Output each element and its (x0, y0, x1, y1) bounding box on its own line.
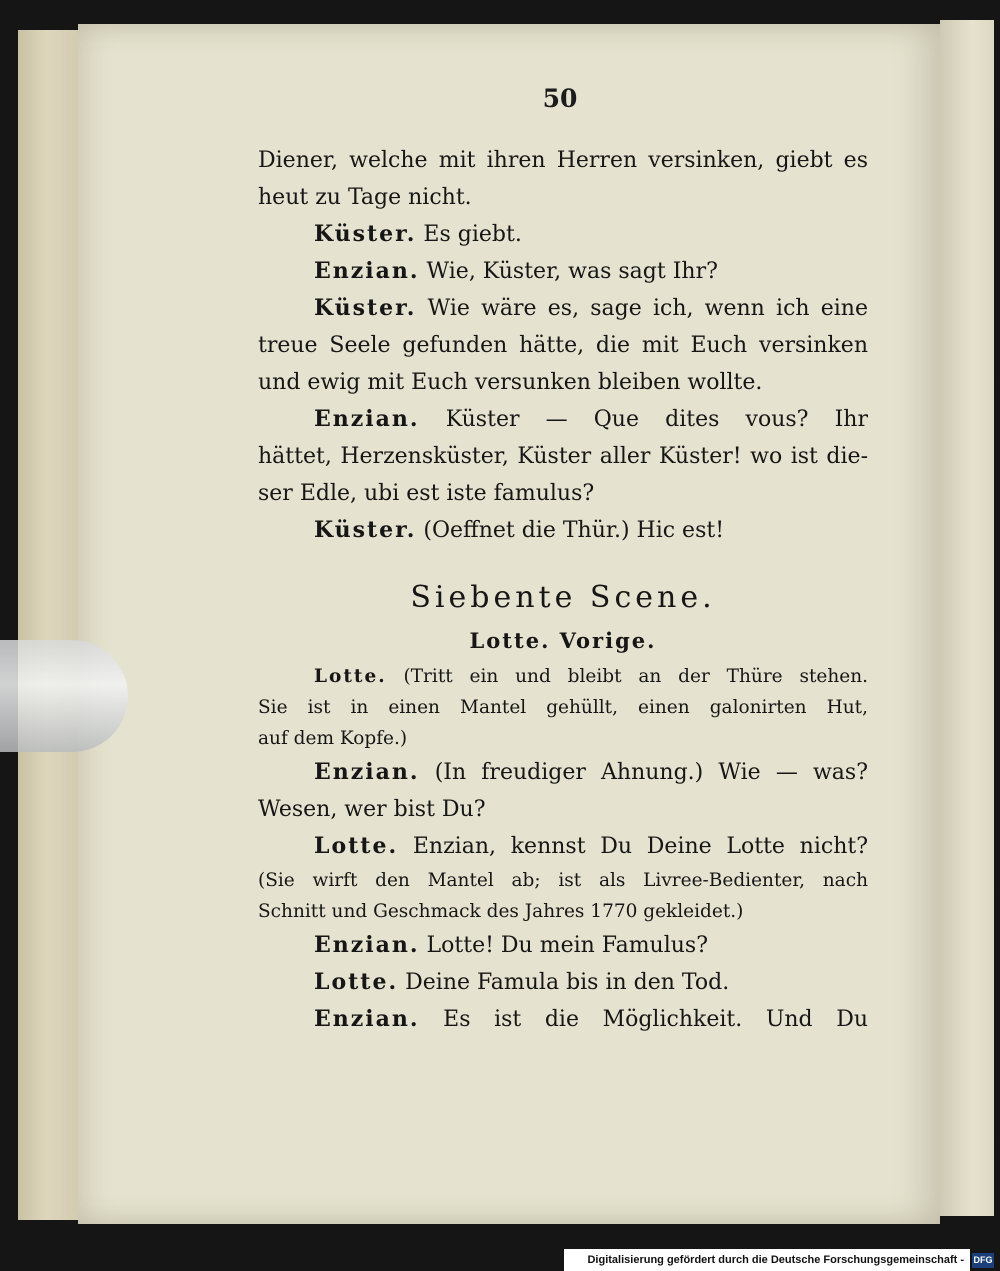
line-text: Wie wäre es, sage ich, wenn ich eine (427, 296, 868, 321)
scene-title: Siebente Scene. (410, 580, 716, 615)
line-text: Küster — Que dites vous? Ihr (445, 407, 868, 432)
line-text: Es giebt. (423, 222, 522, 247)
footer-credit (564, 1249, 970, 1271)
line-text: hättet, Herzensküster, Küster aller Küster! wo ist die- (258, 444, 868, 469)
footer-text: Digitalisierung gefördert durch die Deutsche Forschungsgemeinschaft - (587, 1254, 964, 1266)
line-text: Es ist die Möglichkeit. Und Du (443, 1007, 868, 1032)
line-text: Wesen, wer bist Du? (258, 797, 486, 822)
text-line (258, 327, 868, 364)
line-text: Lotte! Du mein Famulus? (426, 933, 709, 958)
text-line (258, 791, 868, 828)
text-line (258, 179, 868, 216)
text-line (258, 290, 868, 327)
text-line (258, 216, 868, 253)
dialogue-block-1 (258, 142, 868, 549)
text-line (258, 142, 868, 179)
text-line (258, 723, 868, 754)
dfg-logo: DFG (972, 1253, 994, 1268)
text-line (258, 475, 868, 512)
dialogue-block-2 (258, 661, 868, 1038)
text-line (258, 754, 868, 791)
speaker-name: Lotte. (314, 833, 399, 859)
line-text: heut zu Tage nicht. (258, 185, 472, 210)
text-line (258, 253, 868, 290)
line-text: (Tritt ein und bleibt an der Thüre stehen. (403, 666, 868, 687)
text-line (258, 692, 868, 723)
line-text: und ewig mit Euch versunken bleiben wollte. (258, 370, 763, 395)
line-text: treue Seele gefunden hätte, die mit Euch versinken (258, 333, 868, 358)
speaker-name: Enzian. (314, 1006, 420, 1032)
text-line (258, 512, 868, 549)
text-line (258, 401, 868, 438)
speaker-name: Küster. (314, 221, 417, 247)
text-line (258, 438, 868, 475)
speaker-name: Enzian. (314, 406, 420, 432)
cast-list: Lotte. Vorige. (469, 628, 657, 653)
page-tab-marker (0, 640, 128, 752)
speaker-name: Küster. (314, 517, 417, 543)
text-line (258, 661, 868, 692)
line-text: Diener, welche mit ihren Herren versinken, giebt es (258, 148, 868, 173)
speaker-name: Enzian. (314, 258, 420, 284)
speaker-name: Enzian. (314, 932, 420, 958)
speaker-name: Lotte. (314, 969, 399, 995)
speaker-name: Küster. (314, 295, 417, 321)
facing-page-edge (940, 20, 994, 1216)
text-line (258, 896, 868, 927)
line-text: ser Edle, ubi est iste famulus? (258, 481, 595, 506)
text-line (258, 1001, 868, 1038)
speaker-name: Enzian. (314, 759, 420, 785)
line-text: auf dem Kopfe.) (258, 728, 408, 749)
line-text: (Sie wirft den Mantel ab; ist als Livree-Bedienter, nach (258, 870, 868, 891)
line-text: Schnitt und Geschmack des Jahres 1770 gekleidet.) (258, 901, 744, 922)
text-line (258, 927, 868, 964)
page-text (258, 142, 868, 1038)
line-text: Deine Famula bis in den Tod. (405, 970, 730, 995)
line-text: Sie ist in einen Mantel gehüllt, einen galonirten Hut, (258, 697, 868, 718)
line-text: Enzian, kennst Du Deine Lotte nicht? (412, 834, 868, 859)
line-text: (In freudiger Ahnung.) Wie — was? (434, 760, 868, 785)
text-line (258, 964, 868, 1001)
text-line (258, 364, 868, 401)
page-number: 50 (542, 84, 578, 113)
text-line (258, 828, 868, 865)
line-text: Wie, Küster, was sagt Ihr? (426, 259, 718, 284)
text-line (258, 865, 868, 896)
speaker-name: Lotte. (314, 666, 387, 687)
line-text: (Oeffnet die Thür.) Hic est! (423, 518, 725, 543)
